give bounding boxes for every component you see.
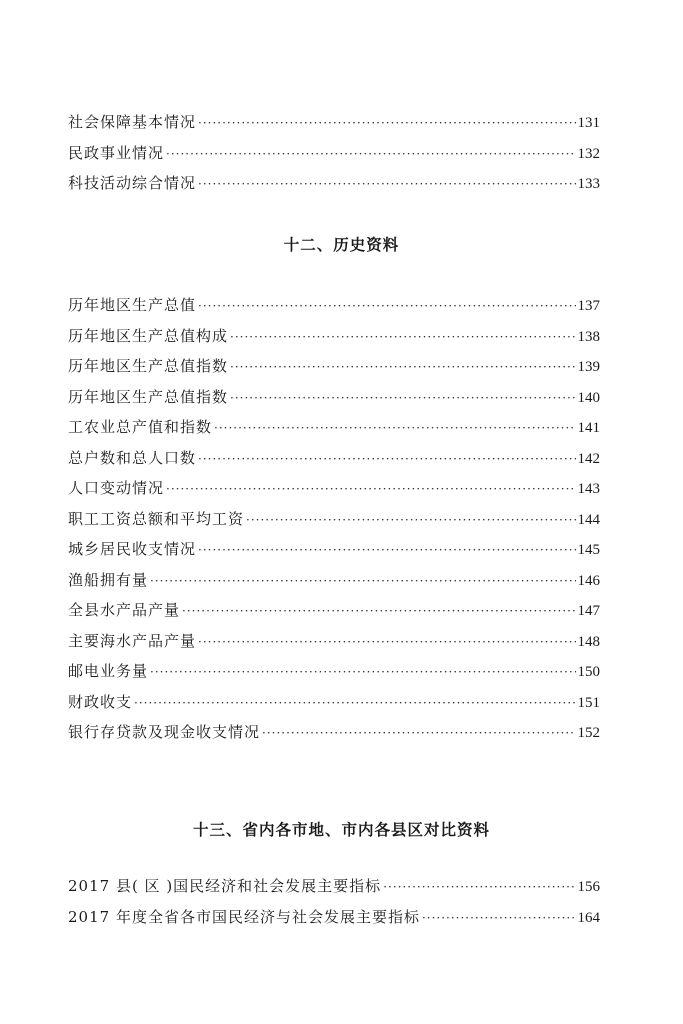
dot-leader: [166, 139, 575, 170]
toc-entry-page: 140: [577, 389, 600, 406]
toc-entry-page: 139: [577, 359, 600, 375]
toc-entry-title: 2017 年度全省各市国民经济与社会发展主要指标: [68, 907, 420, 926]
toc-entry-title: 银行存贷款及现金收支情况: [68, 723, 261, 741]
toc-entry-page: 132: [577, 145, 600, 162]
toc-entry[interactable]: [68, 656, 600, 687]
dot-leader: [230, 352, 575, 383]
toc-entry-title: 职工工资总额和平均工资: [68, 509, 245, 528]
toc-entry-page: 164: [577, 909, 600, 926]
dot-leader: [198, 627, 575, 658]
toc-entry[interactable]: [68, 107, 600, 138]
toc-entry-title: 财政收支: [68, 692, 133, 711]
toc-entry-title: 社会保障基本情况: [68, 113, 197, 131]
toc-entry[interactable]: [68, 717, 600, 748]
toc-group-comparison: [68, 871, 600, 932]
toc-entry[interactable]: [68, 168, 600, 199]
toc-entry-title: 全县水产品产量: [68, 601, 181, 619]
toc-entry-page: 144: [577, 511, 600, 528]
toc-entry-page: 142: [577, 450, 600, 467]
toc-entry-page: 131: [577, 115, 600, 131]
dot-leader: [383, 872, 575, 903]
toc-entry[interactable]: [68, 626, 600, 657]
toc-entry[interactable]: [68, 290, 600, 321]
toc-entry-title: 历年地区生产总值: [68, 296, 197, 314]
toc-entry-title: 渔船拥有量: [68, 570, 149, 589]
toc-entry[interactable]: [68, 504, 600, 535]
toc-entry[interactable]: [68, 534, 600, 565]
dot-leader: [246, 505, 575, 536]
toc-entry-page: 152: [577, 725, 600, 741]
toc-entry-title: 2017 县( 区 )国民经济和社会发展主要指标: [68, 877, 382, 895]
dot-leader: [198, 108, 575, 139]
dot-leader: [150, 657, 575, 688]
toc-entry-title: 工农业总产值和指数: [68, 418, 213, 436]
toc-entry[interactable]: [68, 138, 600, 169]
toc-entry-page: 146: [577, 572, 600, 589]
toc-entry[interactable]: [68, 443, 600, 474]
dot-leader: [230, 322, 575, 353]
toc-entry-title: 科技活动综合情况: [68, 174, 197, 192]
toc-entry[interactable]: [68, 473, 600, 504]
toc-entry-title: 邮电业务量: [68, 662, 149, 680]
toc-entry[interactable]: [68, 382, 600, 413]
toc-entry-title: 历年地区生产总值指数: [68, 357, 229, 375]
toc-entry-page: 141: [577, 420, 600, 436]
toc-group-history: [68, 290, 600, 748]
dot-leader: [134, 688, 575, 719]
section-heading-comparison: 十三、省内各市地、市内各县区对比资料: [192, 821, 490, 839]
dot-leader: [214, 413, 575, 444]
toc-entry-page: 145: [577, 542, 600, 558]
toc-entry[interactable]: [68, 412, 600, 443]
toc-group-social: [68, 107, 600, 199]
toc-entry-title: 历年地区生产总值指数: [68, 387, 229, 406]
toc-entry-title: 城乡居民收支情况: [68, 540, 197, 558]
dot-leader: [230, 383, 575, 414]
toc-entry-page: 148: [577, 633, 600, 650]
toc-entry-title: 民政事业情况: [68, 143, 165, 162]
dot-leader: [150, 566, 575, 597]
toc-entry-page: 143: [577, 481, 600, 497]
dot-leader: [198, 444, 575, 475]
toc-entry-title: 主要海水产品产量: [68, 631, 197, 650]
section-heading-history: 十二、历史资料: [283, 236, 400, 254]
dot-leader: [262, 718, 575, 749]
toc-entry-title: 总户数和总人口数: [68, 448, 197, 467]
toc-entry[interactable]: [68, 687, 600, 718]
toc-entry[interactable]: [68, 565, 600, 596]
toc-entry[interactable]: [68, 351, 600, 382]
dot-leader: [166, 474, 575, 505]
dot-leader: [182, 596, 575, 627]
toc-entry-page: 150: [577, 664, 600, 680]
toc-entry[interactable]: [68, 321, 600, 352]
toc-entry-page: 133: [577, 176, 600, 192]
toc-entry-title: 历年地区生产总值构成: [68, 326, 229, 345]
toc-entry[interactable]: [68, 902, 600, 933]
toc-entry-page: 147: [577, 603, 600, 619]
toc-entry-page: 138: [577, 328, 600, 345]
toc-entry-page: 156: [577, 879, 600, 895]
toc-entry-page: 137: [577, 298, 600, 314]
dot-leader: [422, 903, 576, 934]
toc-entry[interactable]: [68, 595, 600, 626]
toc-entry-page: 151: [577, 694, 600, 711]
dot-leader: [198, 291, 575, 322]
toc-entry-title: 人口变动情况: [68, 479, 165, 497]
dot-leader: [198, 535, 575, 566]
toc-entry[interactable]: [68, 871, 600, 902]
dot-leader: [198, 169, 575, 200]
